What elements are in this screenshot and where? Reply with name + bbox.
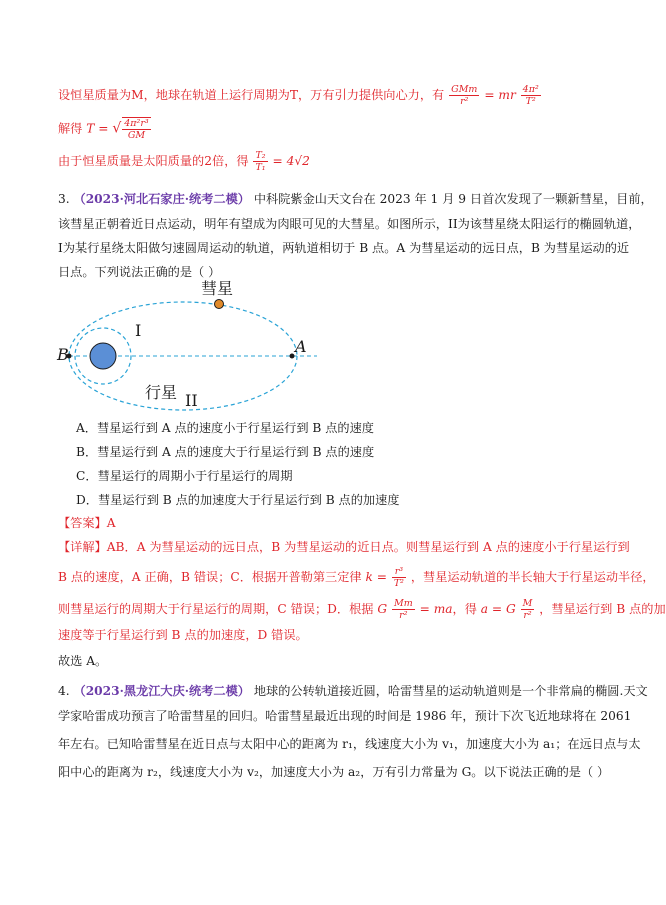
detail-line3: 则彗星运行的周期大于行星运行的周期，C 错误；D．根据 G $\frac{Mm}{\text{r²}}$ = ma，得 a = G $\frac{M}{\text{r²}}$ ，彗星运行到 B 点的加	[58, 598, 666, 621]
prev-solution-line1	[58, 84, 542, 107]
equation-fraction: $\frac{M}{\text{r²}}$	[522, 598, 533, 621]
option-a: A．彗星运行到 A 点的速度小于行星运行到 B 点的速度	[76, 421, 374, 435]
detail-label: 【详解】	[58, 540, 107, 554]
label-orbit-i: I	[135, 321, 142, 340]
q4-stem-line1: 4. （2023·黑龙江大庆·统考二模） 地球的公转轨道接近圆，哈雷彗星的运动轨道则是一个非常扁的椭圆.天文	[58, 684, 648, 698]
label-a: A	[295, 337, 307, 356]
orbit-figure	[55, 278, 325, 413]
q3-stem-line2: 该彗星正朝着近日点运动，明年有望成为肉眼可见的大彗星。如图所示，II为该彗星绕太阳运行的椭圆轨道，	[58, 217, 641, 231]
label-comet: 彗星	[201, 279, 234, 298]
prev-solution-line3: 由于恒星质量是太阳质量的2倍，得 $\frac{\text{T₂}}{\text{T₁}}$ = 4√2	[58, 150, 310, 173]
equation-fraction: $\frac{\text{r³}}{\text{T²}}$	[393, 566, 404, 589]
question-source: （2023·黑龙江大庆·统考二模）	[73, 684, 250, 698]
comet-icon	[215, 300, 224, 309]
conclusion: 故选 A。	[58, 654, 108, 668]
option-d: D．彗星运行到 B 点的加速度大于行星运行到 B 点的加速度	[76, 493, 400, 507]
point-a-dot	[290, 354, 295, 359]
equation-fraction: $\frac{\text{GMm}}{\text{r²}}$	[451, 84, 478, 107]
label-b: B	[57, 345, 69, 364]
label-orbit-ii: II	[185, 391, 198, 410]
prev-solution-text: 设恒星质量为M，地球在轨道上运行周期为T，万有引力提供向心力，有	[58, 88, 445, 102]
q4-stem-line3: 年左右。已知哈雷彗星在近日点与太阳中心的距离为 r₁，线速度大小为 v₁，加速度大小为 a₁；在远日点与太	[58, 737, 641, 751]
answer-line	[58, 514, 116, 532]
option-b: B．彗星运行到 A 点的速度大于行星运行到 B 点的速度	[76, 445, 375, 459]
q4-stem-line2: 学家哈雷成功预言了哈雷彗星的回归。哈雷彗星最近出现的时间是 1986 年，预计下次飞近地球将在 2061	[58, 709, 632, 723]
sun-icon	[90, 343, 116, 369]
equation-fraction: $\frac{Mm}{\text{r²}}$	[393, 598, 413, 621]
detail-line1: 【详解】AB．A 为彗星运动的远日点，B 为彗星运动的近日点。则彗星运行到 A 点的速度小于行星运行到	[58, 540, 630, 554]
detail-line2: B 点的速度，A 正确，B 错误；C．根据开普勒第三定律 k = $\frac{\text{r³}}{\text{T²}}$ ，彗星运动轨道的半长轴大于行星运动半径，	[58, 566, 655, 589]
equation-fraction: $\frac{\text{4π²r³}}{GM}$	[124, 118, 149, 141]
prev-solution-line2: 解得 T = √ $\frac{\text{4π²r³}}{GM}$	[58, 118, 149, 141]
equation-lhs: T =	[86, 121, 109, 136]
equation-mid: = mr	[484, 88, 516, 102]
q3-stem-line3: I为某行星绕太阳做匀速圆周运动的轨道，两轨道相切于 B 点。A 为彗星运动的远日点，B 为彗星运动的近	[58, 241, 630, 255]
sqrt-sign: √	[112, 120, 122, 137]
question-number: 4.	[58, 684, 70, 698]
q4-stem-line4: 阳中心的距离为 r₂，线速度大小为 v₂，加速度大小为 a₂，万有引力常量为 G。以下说法正确的是（ ）	[58, 765, 610, 779]
label-planet: 行星	[145, 383, 178, 402]
question-number: 3.	[58, 192, 70, 206]
answer-label: 【答案】	[58, 516, 107, 530]
q3-stem-line1: 3. （2023·河北石家庄·统考二模） 中科院紫金山天文台在 2023 年 1 月 9 日首次发现了一颗新彗星，目前，	[58, 192, 653, 206]
answer-value: A	[106, 516, 116, 530]
question-source: （2023·河北石家庄·统考二模）	[73, 192, 250, 206]
equation-fraction: $\frac{\text{4π²}}{\text{T²}}$	[522, 84, 539, 107]
option-c: C．彗星运行的周期小于行星运行的周期	[76, 469, 293, 483]
detail-line4: 速度等于行星运行到 B 点的加速度，D 错误。	[58, 628, 308, 642]
equation-fraction: $\frac{\text{T₂}}{\text{T₁}}$	[255, 150, 266, 173]
q3-stem-line4: 日点。下列说法正确的是（ ）	[58, 265, 221, 279]
